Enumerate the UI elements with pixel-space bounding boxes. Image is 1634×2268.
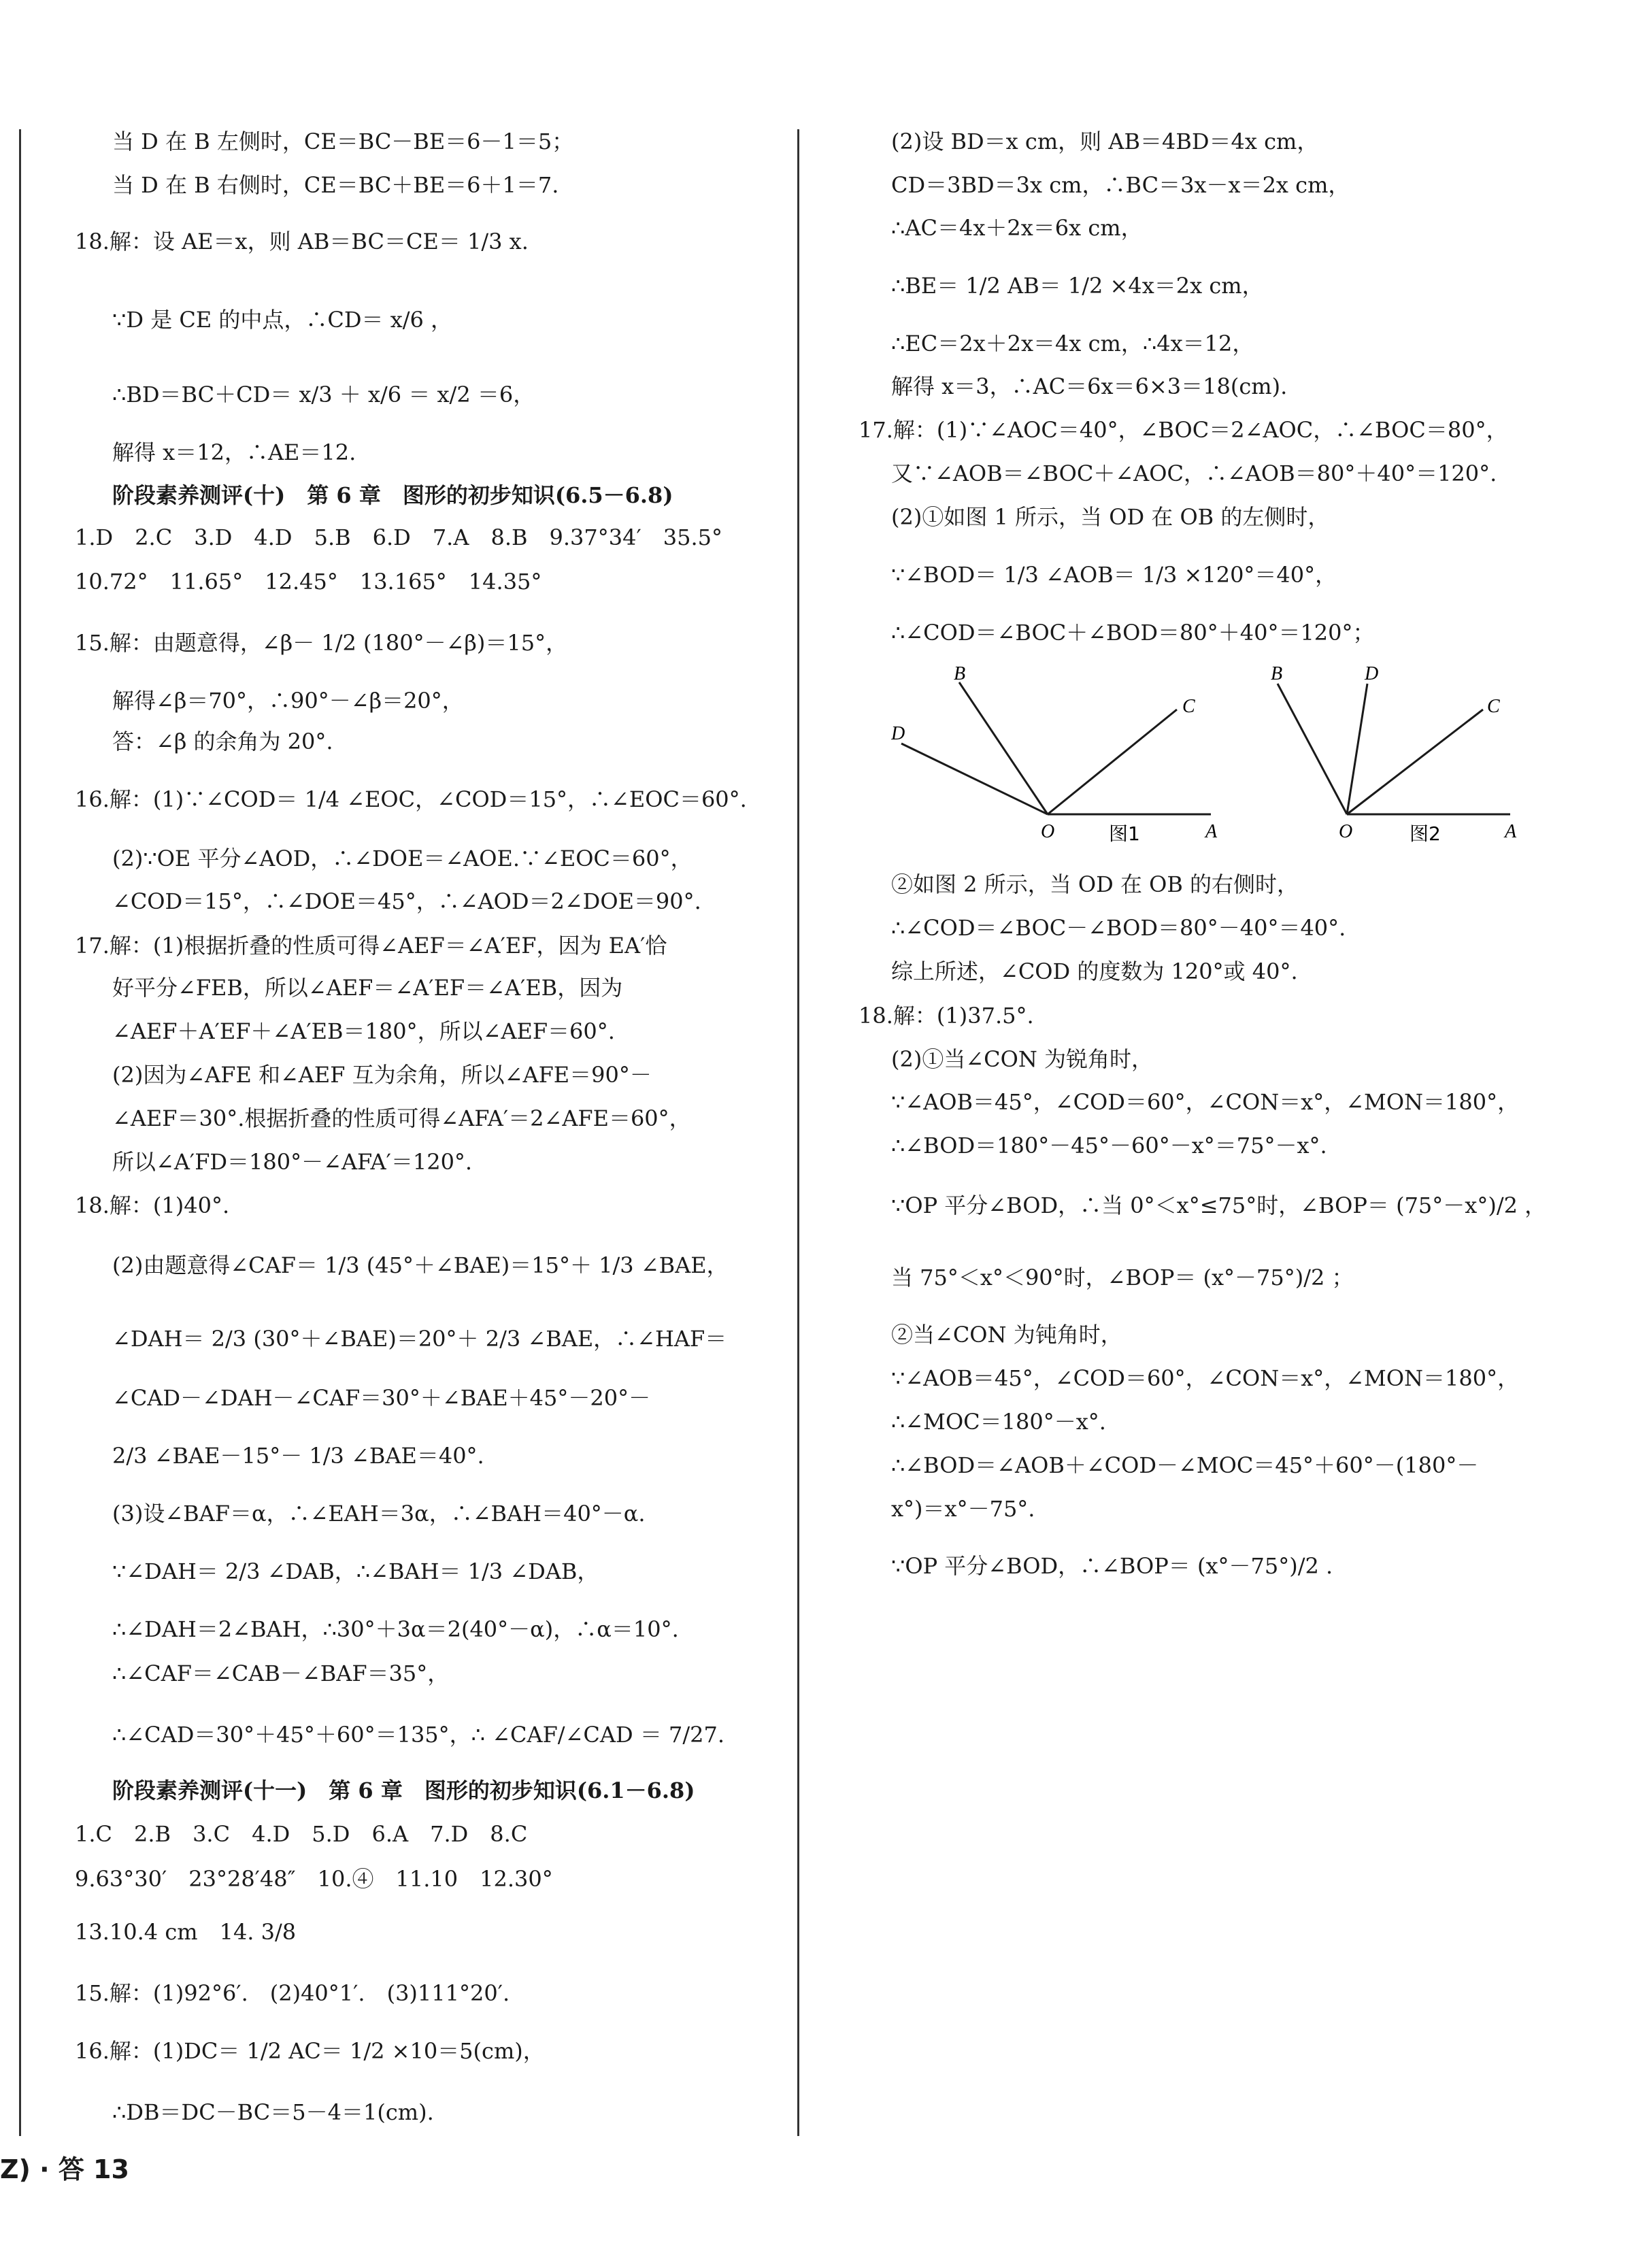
- figure-1: [891, 663, 1231, 867]
- text-line: ∵∠BOD＝ 1/3 ∠AOB＝ 1/3 ×120°＝40°，: [891, 562, 1337, 588]
- text-line: ∴∠CAD＝30°＋45°＋60°＝135°，∴ ∠CAF/∠CAD ＝ 7/27.: [112, 1722, 725, 1748]
- text-line: ∵OP 平分∠BOD，∴当 0°＜x°≤75°时，∠BOP＝ (75°－x°)/2 ，: [891, 1193, 1547, 1218]
- point-label-b: B: [1271, 663, 1283, 684]
- point-label-a: A: [1505, 821, 1517, 842]
- text-line: ∴∠BOD＝180°－45°－60°－x°＝75°－x°.: [891, 1133, 1327, 1158]
- text-line: 18.解：(1)40°.: [75, 1193, 230, 1218]
- text-line: 13.10.4 cm 14. 3/8: [75, 1919, 297, 1945]
- text-line: ∴∠MOC＝180°－x°.: [891, 1409, 1106, 1435]
- point-label-c: C: [1487, 696, 1500, 717]
- text-line: ②如图 2 所示，当 OD 在 OB 的右侧时，: [891, 871, 1299, 897]
- text-line: ∴BE＝ 1/2 AB＝ 1/2 ×4x＝2x cm，: [891, 273, 1264, 299]
- text-line: 解得 x＝3，∴AC＝6x＝6×3＝18(cm).: [891, 373, 1288, 399]
- point-label-a: A: [1205, 821, 1218, 842]
- text-line: 16.解：(1)∵∠COD＝ 1/4 ∠EOC，∠COD＝15°，∴∠EOC＝60°.: [75, 786, 747, 812]
- point-label-d: D: [891, 723, 905, 744]
- text-line: 解得∠β＝70°，∴90°－∠β＝20°，: [112, 688, 464, 714]
- text-line: 1.D 2.C 3.D 4.D 5.B 6.D 7.A 8.B 9.37°34′ 35.5°: [75, 524, 722, 550]
- text-line: 18.解：设 AE＝x，则 AB＝BC＝CE＝ 1/3 x.: [75, 229, 529, 254]
- section-heading: 阶段素养测评(十一) 第 6 章 图形的初步知识(6.1－6.8): [112, 1778, 695, 1803]
- text-line: ∴∠COD＝∠BOC－∠BOD＝80°－40°＝40°.: [891, 915, 1346, 941]
- text-line: ∠CAD－∠DAH－∠CAF＝30°＋∠BAE＋45°－20°－: [112, 1385, 651, 1411]
- point-label-o: O: [1339, 821, 1353, 842]
- text-line: ∠COD＝15°，∴∠DOE＝45°，∴∠AOD＝2∠DOE＝90°.: [112, 888, 701, 914]
- figure-caption: 图1: [1109, 822, 1140, 845]
- text-line: 综上所述，∠COD 的度数为 120°或 40°.: [891, 958, 1298, 984]
- text-line: x°)＝x°－75°.: [891, 1496, 1035, 1522]
- text-line: ∴EC＝2x＋2x＝4x cm，∴4x＝12，: [891, 331, 1254, 356]
- text-line: ∠DAH＝ 2/3 (30°＋∠BAE)＝20°＋ 2/3 ∠BAE，∴∠HAF＝: [112, 1326, 727, 1352]
- text-line: (3)设∠BAF＝α，∴∠EAH＝3α，∴∠BAH＝40°－α.: [112, 1501, 646, 1527]
- text-line: 16.解：(1)DC＝ 1/2 AC＝ 1/2 ×10＝5(cm)，: [75, 2038, 545, 2064]
- figure-caption: 图2: [1410, 822, 1441, 845]
- text-line: 17.解：(1)∵∠AOC＝40°，∠BOC＝2∠AOC，∴∠BOC＝80°，: [858, 417, 1508, 443]
- text-line: 又∵∠AOB＝∠BOC＋∠AOC，∴∠AOB＝80°＋40°＝120°.: [891, 461, 1497, 486]
- text-line: ∴BD＝BC＋CD＝ x/3 ＋ x/6 ＝ x/2 ＝6，: [112, 382, 535, 407]
- text-line: 17.解：(1)根据折叠的性质可得∠AEF＝∠A′EF，因为 EA′恰: [75, 933, 667, 958]
- point-label-d: D: [1365, 663, 1379, 684]
- text-line: ∵∠AOB＝45°，∠COD＝60°，∠CON＝x°，∠MON＝180°，: [891, 1089, 1520, 1115]
- text-line: ∴∠BOD＝∠AOB＋∠COD－∠MOC＝45°＋60°－(180°－: [891, 1452, 1479, 1478]
- text-line: ∴AC＝4x＋2x＝6x cm，: [891, 215, 1143, 241]
- figure-2: [1258, 663, 1544, 867]
- section-heading: 阶段素养测评(十) 第 6 章 图形的初步知识(6.5－6.8): [112, 482, 673, 508]
- text-line: ∴DB＝DC－BC＝5－4＝1(cm).: [112, 2099, 434, 2125]
- text-line: ∴∠COD＝∠BOC＋∠BOD＝80°＋40°＝120°；: [891, 620, 1375, 646]
- text-line: 15.解：(1)92°6′. (2)40°1′. (3)111°20′.: [75, 1980, 510, 2006]
- text-line: 答：∠β 的余角为 20°.: [112, 729, 333, 754]
- text-line: 10.72° 11.65° 12.45° 13.165° 14.35°: [75, 569, 542, 595]
- text-line: ∴∠DAH＝2∠BAH，∴30°＋3α＝2(40°－α)，∴α＝10°.: [112, 1616, 679, 1642]
- text-line: ②当∠CON 为钝角时，: [891, 1322, 1122, 1348]
- text-line: 解得 x＝12，∴AE＝12.: [112, 439, 356, 465]
- column-divider: [797, 129, 799, 2136]
- page-footer: Z) · 答 13: [0, 2154, 129, 2184]
- text-line: 好平分∠FEB，所以∠AEF＝∠A′EF＝∠A′EB，因为: [112, 975, 623, 1001]
- text-line: CD＝3BD＝3x cm，∴BC＝3x－x＝2x cm，: [891, 172, 1350, 198]
- point-label-b: B: [954, 663, 966, 684]
- left-margin-rule: [19, 129, 21, 2136]
- text-line: 当 D 在 B 右侧时，CE＝BC＋BE＝6＋1＝7.: [112, 172, 559, 198]
- text-line: ∵∠AOB＝45°，∠COD＝60°，∠CON＝x°，∠MON＝180°，: [891, 1365, 1520, 1391]
- text-line: 当 D 在 B 左侧时，CE＝BC－BE＝6－1＝5；: [112, 129, 574, 154]
- text-line: (2)设 BD＝x cm，则 AB＝4BD＝4x cm，: [891, 129, 1319, 154]
- text-line: 18.解：(1)37.5°.: [858, 1003, 1034, 1029]
- text-line: (2)①当∠CON 为锐角时，: [891, 1046, 1154, 1072]
- text-line: ∠AEF＋A′EF＋∠A′EB＝180°，所以∠AEF＝60°.: [112, 1018, 615, 1044]
- text-line: 当 75°＜x°＜90°时，∠BOP＝ (x°－75°)/2 ；: [891, 1265, 1354, 1290]
- text-line: 所以∠A′FD＝180°－∠AFA′＝120°.: [112, 1149, 473, 1175]
- text-line: ∵D 是 CE 的中点，∴CD＝ x/6 ，: [112, 307, 453, 333]
- point-label-c: C: [1182, 696, 1195, 717]
- point-label-o: O: [1041, 821, 1055, 842]
- text-line: ∵∠DAH＝ 2/3 ∠DAB，∴∠BAH＝ 1/3 ∠DAB，: [112, 1558, 599, 1584]
- text-line: (2)因为∠AFE 和∠AEF 互为余角，所以∠AFE＝90°－: [112, 1062, 652, 1088]
- text-line: ∴∠CAF＝∠CAB－∠BAF＝35°，: [112, 1661, 450, 1686]
- text-line: (2)①如图 1 所示，当 OD 在 OB 的左侧时，: [891, 504, 1330, 530]
- text-line: (2)由题意得∠CAF＝ 1/3 (45°＋∠BAE)＝15°＋ 1/3 ∠BAE，: [112, 1252, 729, 1278]
- text-line: 1.C 2.B 3.C 4.D 5.D 6.A 7.D 8.C: [75, 1821, 528, 1847]
- text-line: ∠AEF＝30°.根据折叠的性质可得∠AFA′＝2∠AFE＝60°，: [112, 1105, 691, 1131]
- text-line: (2)∵OE 平分∠AOD，∴∠DOE＝∠AOE.∵∠EOC＝60°，: [112, 846, 693, 871]
- text-line: 9.63°30′ 23°28′48″ 10.④ 11.10 12.30°: [75, 1866, 553, 1892]
- text-line: ∵OP 平分∠BOD，∴∠BOP＝ (x°－75°)/2 .: [891, 1553, 1333, 1579]
- text-line: 2/3 ∠BAE－15°－ 1/3 ∠BAE＝40°.: [112, 1443, 484, 1469]
- text-line: 15.解：由题意得，∠β－ 1/2 (180°－∠β)＝15°，: [75, 630, 568, 656]
